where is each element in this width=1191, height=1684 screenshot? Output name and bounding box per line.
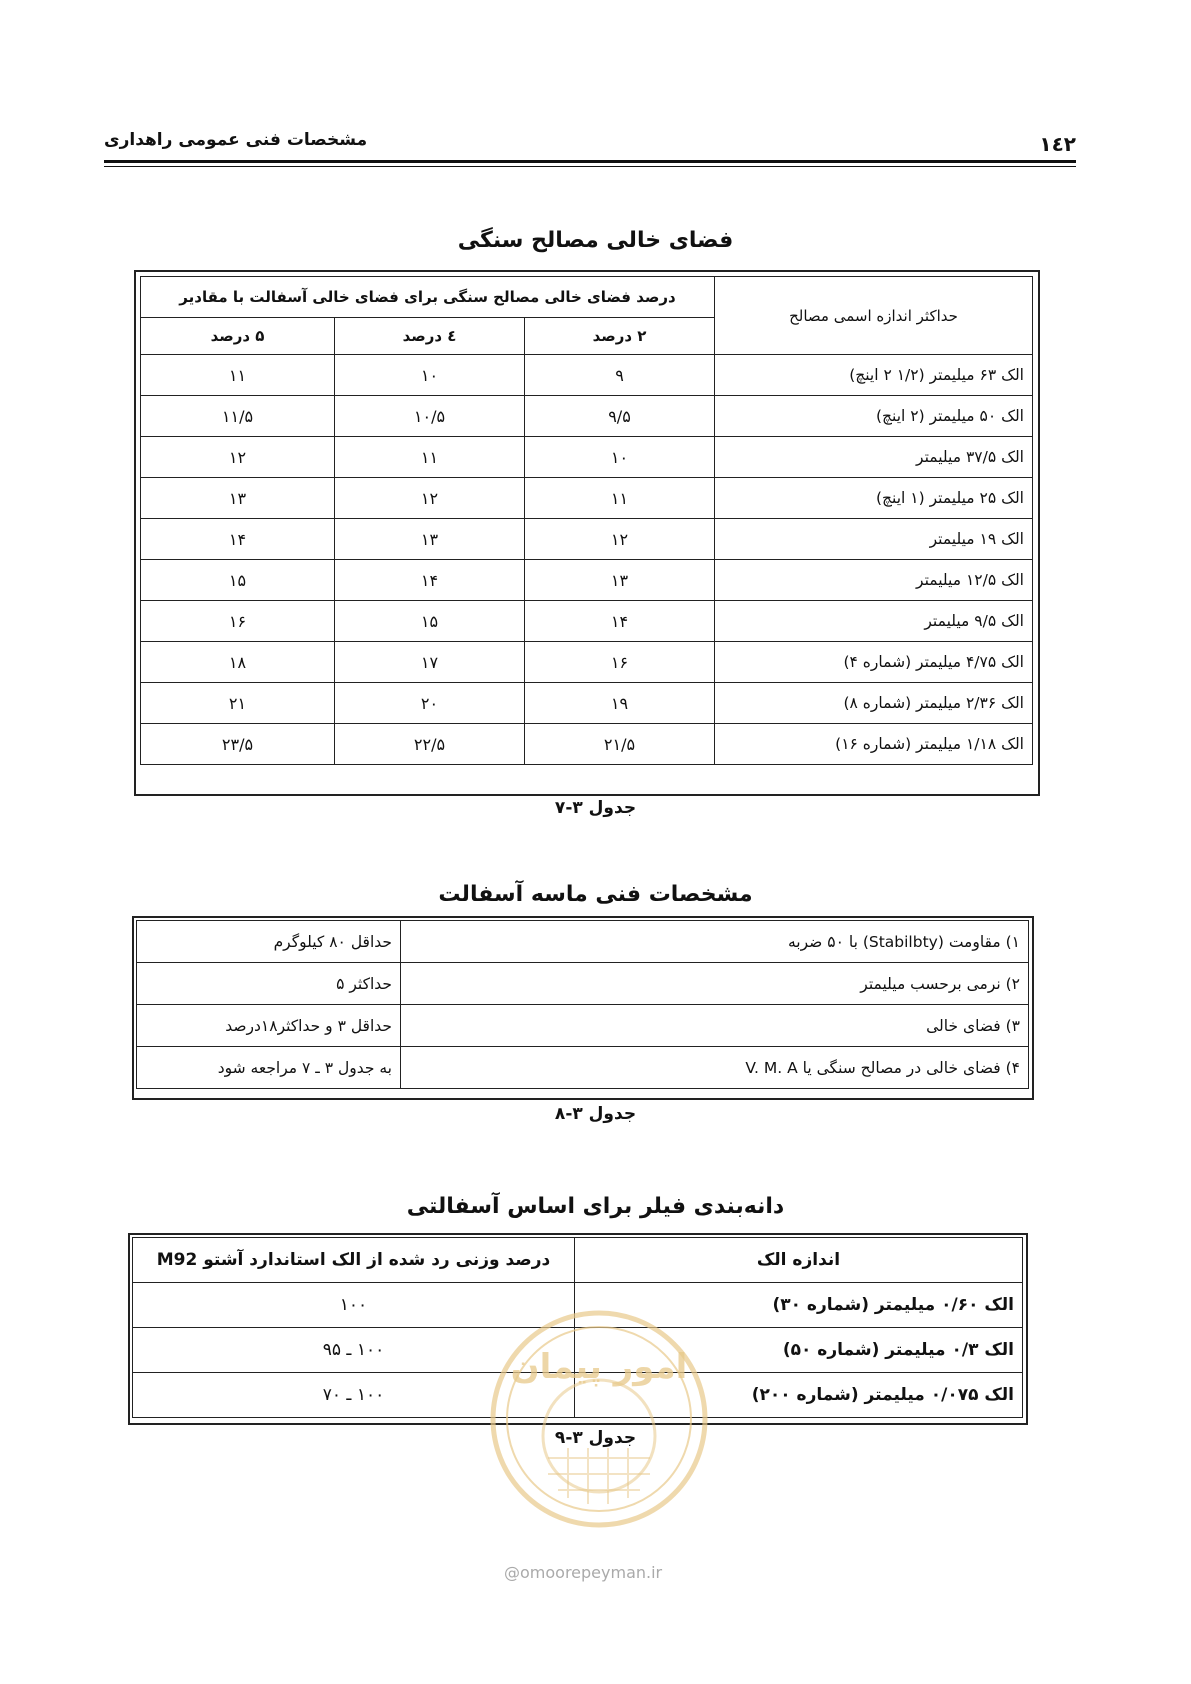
void-2-percent-cell: ۱۹ (525, 683, 715, 724)
table-row (141, 724, 1033, 765)
header-passing-percent: درصد وزنی رد شده از الک استاندارد آشتو M92 (133, 1238, 575, 1283)
sieve-size-cell: الک ۱۹ میلیمتر (715, 519, 1033, 560)
void-2-percent-cell: ۱۰ (525, 437, 715, 478)
table1-title: فضای خالی مصالح سنگی (457, 228, 734, 253)
table3-caption: جدول ۳-۹ (554, 1428, 637, 1448)
void-2-percent-cell: ۲۱/۵ (525, 724, 715, 765)
header-5-percent: ۵ درصد (141, 318, 335, 355)
void-4-percent-cell: ۲۲/۵ (335, 724, 525, 765)
sieve-size-cell: الک ۴/۷۵ میلیمتر (شماره ۴) (715, 642, 1033, 683)
spec-label-cell: ۳) فضای خالی (401, 1005, 1029, 1047)
spec-value-cell: حداقل ۳ و حداکثر۱۸درصد (137, 1005, 401, 1047)
void-4-percent-cell: ۱۱ (335, 437, 525, 478)
page-number: ۱٤۲ (1039, 132, 1076, 156)
sieve-size-cell: الک ۱/۱۸ میلیمتر (شماره ۱۶) (715, 724, 1033, 765)
table-row (141, 478, 1033, 519)
table-row (141, 437, 1033, 478)
stamp-seal-icon (488, 1308, 710, 1530)
void-4-percent-cell: ۱۳ (335, 519, 525, 560)
header-sieve-size: اندازه الک (575, 1238, 1023, 1283)
void-2-percent-cell: ۱۴ (525, 601, 715, 642)
void-2-percent-cell: ۹ (525, 355, 715, 396)
table-row (141, 683, 1033, 724)
book-title: مشخصات فنی عمومی راهداری (104, 130, 368, 150)
spec-label-cell: ۴) فضای خالی در مصالح سنگی یا V. M. A (401, 1047, 1029, 1089)
spec-value-cell: حداقل ۸۰ کیلوگرم (137, 921, 401, 963)
void-5-percent-cell: ۱۸ (141, 642, 335, 683)
sieve-size-cell: الک ۲۵ میلیمتر (۱ اینچ) (715, 478, 1033, 519)
void-5-percent-cell: ۲۳/۵ (141, 724, 335, 765)
watermark-site: @omoorepeyman.ir (504, 1563, 663, 1582)
void-2-percent-cell: ۹/۵ (525, 396, 715, 437)
filler-sieve-cell: الک ۰/۶۰ میلیمتر (شماره ۳۰) (575, 1283, 1023, 1328)
header-void-group: درصد فضای خالی مصالح سنگی برای فضای خالی آسفالت با مقادیر (141, 277, 715, 318)
void-5-percent-cell: ۱۱/۵ (141, 396, 335, 437)
sieve-size-cell: الک ۶۳ میلیمتر (۱/۲ ۲ اینچ) (715, 355, 1033, 396)
table2-caption: جدول ۳-۸ (554, 1104, 637, 1124)
void-2-percent-cell: ۱۶ (525, 642, 715, 683)
table-row (141, 396, 1033, 437)
sieve-size-cell: الک ۵۰ میلیمتر (۲ اینچ) (715, 396, 1033, 437)
table-row (137, 1005, 1029, 1047)
filler-sieve-cell: الک ۰/۰۷۵ میلیمتر (شماره ۲۰۰) (575, 1373, 1023, 1418)
void-4-percent-cell: ۱۴ (335, 560, 525, 601)
sieve-size-cell: الک ۳۷/۵ میلیمتر (715, 437, 1033, 478)
void-2-percent-cell: ۱۲ (525, 519, 715, 560)
filler-sieve-cell: الک ۰/۳ میلیمتر (شماره ۵۰) (575, 1328, 1023, 1373)
void-5-percent-cell: ۱۵ (141, 560, 335, 601)
table-row (141, 560, 1033, 601)
spec-value-cell: حداکثر ۵ (137, 963, 401, 1005)
void-5-percent-cell: ۲۱ (141, 683, 335, 724)
sieve-size-cell: الک ۲/۳۶ میلیمتر (شماره ۸) (715, 683, 1033, 724)
void-5-percent-cell: ۱۱ (141, 355, 335, 396)
watermark-stamp (488, 1308, 710, 1530)
table3-title: دانه‌بندی فیلر برای اساس آسفالتی (406, 1194, 785, 1219)
void-4-percent-cell: ۱۰ (335, 355, 525, 396)
void-2-percent-cell: ۱۱ (525, 478, 715, 519)
spec-label-cell: ۱) مقاومت (Stabilbty) با ۵۰ ضربه (401, 921, 1029, 963)
sieve-size-cell: الک ۱۲/۵ میلیمتر (715, 560, 1033, 601)
void-4-percent-cell: ۱۰/۵ (335, 396, 525, 437)
table-row (141, 519, 1033, 560)
void-4-percent-cell: ۲۰ (335, 683, 525, 724)
table-row (141, 601, 1033, 642)
void-2-percent-cell: ۱۳ (525, 560, 715, 601)
filler-passing-cell: ۱۰۰ (133, 1283, 575, 1328)
header-rule-thin (104, 166, 1076, 167)
spec-label-cell: ۲) نرمی برحسب میلیمتر (401, 963, 1029, 1005)
table1-caption: جدول ۳-۷ (554, 798, 637, 818)
void-5-percent-cell: ۱۲ (141, 437, 335, 478)
void-4-percent-cell: ۱۷ (335, 642, 525, 683)
void-4-percent-cell: ۱۲ (335, 478, 525, 519)
header-4-percent: ٤ درصد (335, 318, 525, 355)
header-rule (104, 160, 1076, 163)
header-max-size: حداکثر اندازه اسمی مصالح (715, 277, 1033, 355)
filler-passing-cell: ۱۰۰ ـ ۷۰ (133, 1373, 575, 1418)
table2-title: مشخصات فنی ماسه آسفالت (438, 882, 753, 907)
void-ratio-table (140, 276, 1033, 765)
void-5-percent-cell: ۱۶ (141, 601, 335, 642)
table-row (137, 921, 1029, 963)
void-4-percent-cell: ۱۵ (335, 601, 525, 642)
void-5-percent-cell: ۱۳ (141, 478, 335, 519)
table-row (141, 642, 1033, 683)
table-row (137, 963, 1029, 1005)
table-row (137, 1047, 1029, 1089)
sand-asphalt-spec-table (136, 920, 1029, 1089)
stamp-text: امور پیمان (510, 1347, 688, 1387)
void-5-percent-cell: ۱۴ (141, 519, 335, 560)
header-2-percent: ۲ درصد (525, 318, 715, 355)
filler-passing-cell: ۱۰۰ ـ ۹۵ (133, 1328, 575, 1373)
table-row (141, 355, 1033, 396)
spec-value-cell: به جدول ۳ ـ ۷ مراجعه شود (137, 1047, 401, 1089)
sieve-size-cell: الک ۹/۵ میلیمتر (715, 601, 1033, 642)
